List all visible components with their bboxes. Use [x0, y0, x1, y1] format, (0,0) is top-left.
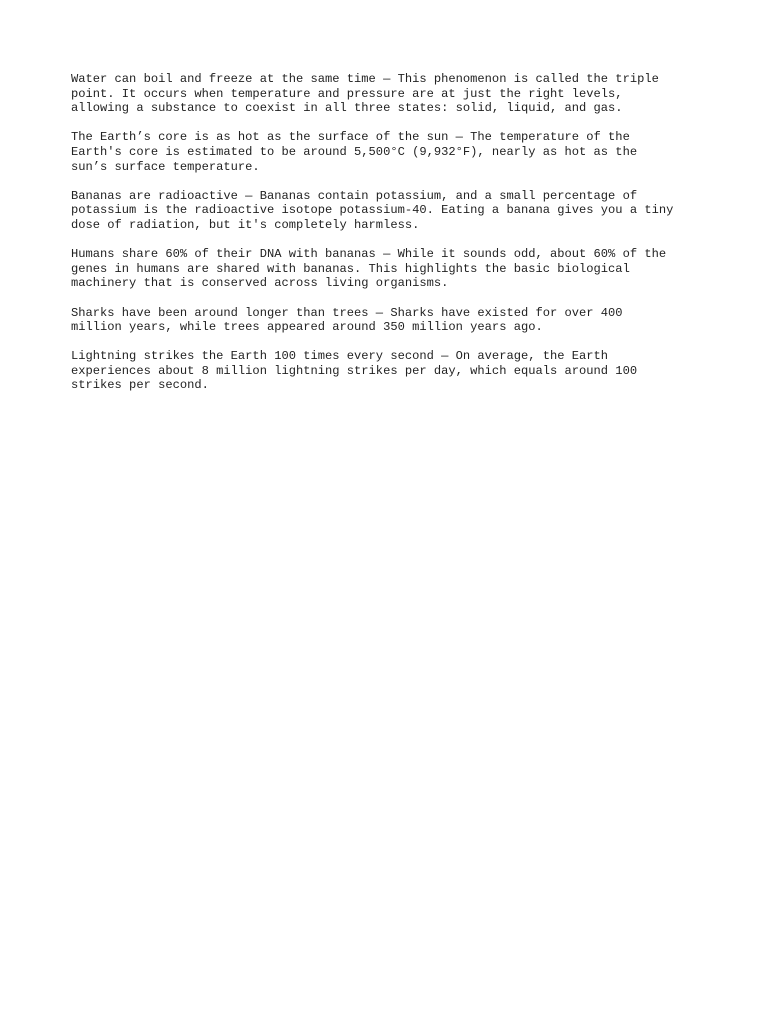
text-line: dose of radiation, but it's completely harmless.	[71, 217, 420, 232]
text-line: Bananas are radioactive — Bananas contain potassium, and a small percentage of	[71, 188, 638, 203]
text-line: Humans share 60% of their DNA with bananas — While it sounds odd, about 60% of the	[71, 247, 667, 262]
fact-paragraph-banana-dna	[71, 247, 711, 291]
text-line: Sharks have been around longer than trees — Sharks have existed for over 400	[71, 305, 623, 320]
text-line: Lightning strikes the Earth 100 times every second — On average, the Earth	[71, 349, 609, 364]
text-line: potassium is the radioactive isotope potassium-40. Eating a banana gives you a tiny	[71, 203, 674, 218]
text-line: The Earth’s core is as hot as the surface of the sun — The temperature of the	[71, 130, 630, 145]
fact-paragraph-lightning	[71, 349, 711, 393]
text-line: point. It occurs when temperature and pressure are at just the right levels,	[71, 86, 623, 101]
text-line: machinery that is conserved across living organisms.	[71, 276, 449, 291]
fact-paragraph-earth-core	[71, 130, 711, 174]
fact-paragraph-sharks-trees	[71, 306, 711, 335]
document-page	[71, 72, 711, 408]
text-line: genes in humans are shared with bananas. This highlights the basic biological	[71, 261, 630, 276]
text-line: Water can boil and freeze at the same time — This phenomenon is called the triple	[71, 72, 659, 86]
text-line: strikes per second.	[71, 378, 209, 393]
text-line: million years, while trees appeared around 350 million years ago.	[71, 320, 543, 335]
text-line: allowing a substance to coexist in all three states: solid, liquid, and gas.	[71, 101, 623, 116]
text-line: experiences about 8 million lightning strikes per day, which equals around 100	[71, 363, 638, 378]
text-line: sun’s surface temperature.	[71, 159, 260, 174]
fact-paragraph-bananas-radioactive	[71, 189, 711, 233]
text-line: Earth's core is estimated to be around 5,500°C (9,932°F), nearly as hot as the	[71, 144, 638, 159]
fact-paragraph-triple-point	[71, 72, 711, 116]
